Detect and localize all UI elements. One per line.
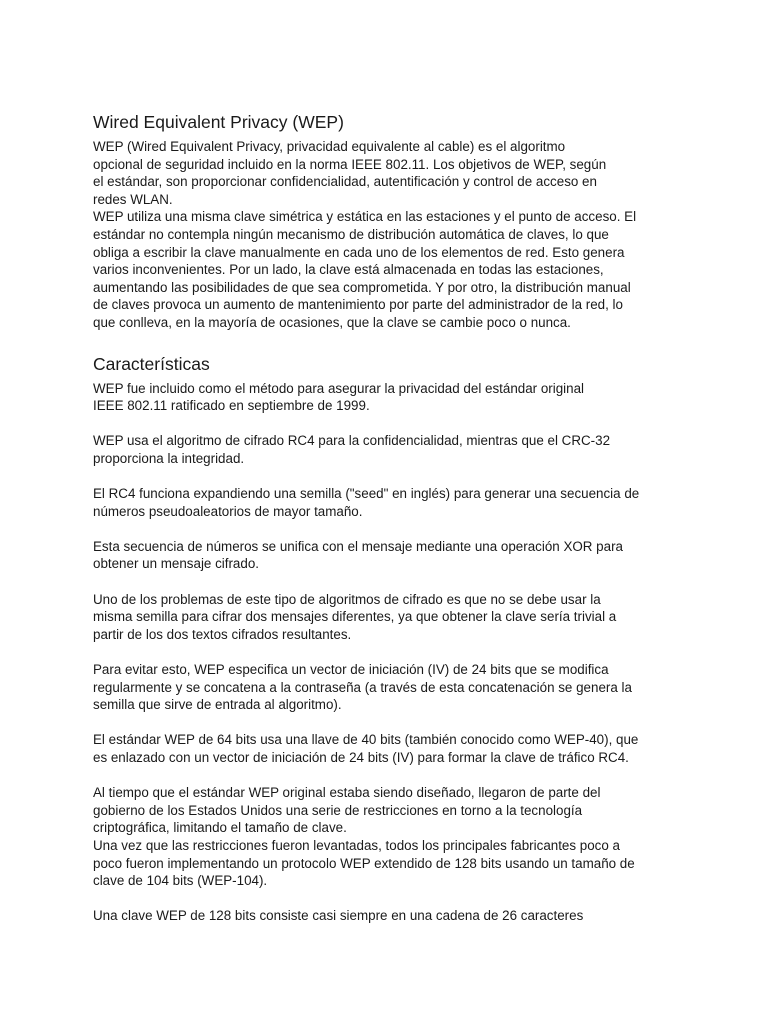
text-line: El RC4 funciona expandiendo una semilla ("seed" en inglés) para generar una secuencia de (93, 486, 640, 502)
text-line: semilla que sirve de entrada al algoritmo). (93, 697, 342, 713)
text-line: números pseudoaleatorios de mayor tamaño. (93, 503, 363, 519)
text-line: regularmente y se concatena a la contraseña (a través de esta concatenación se genera la (93, 679, 632, 695)
text-line: varios inconvenientes. Por un lado, la clave está almacenada en todas las estaciones, (93, 262, 604, 278)
text-line: WEP (Wired Equivalent Privacy, privacidad equivalente al cable) es el algoritmo (93, 139, 566, 154)
paragraph-gap (93, 767, 683, 785)
text-line: estándar no contempla ningún mecanismo de distribución automática de claves, lo que (93, 226, 609, 242)
text-line: Una vez que las restricciones fueron levantadas, todos los principales fabricantes poco a (93, 837, 620, 853)
text-line: WEP usa el algoritmo de cifrado RC4 para la confidencialidad, mientras que el CRC-32 (93, 433, 611, 449)
section-body-wep (93, 138, 683, 332)
text-line: Para evitar esto, WEP especifica un vector de iniciación (IV) de 24 bits que se modifica (93, 662, 609, 678)
text-line: Esta secuencia de números se unifica con el mensaje mediante una operación XOR para (93, 538, 623, 554)
text-line: opcional de seguridad incluido en la norma IEEE 802.11. Los objetivos de WEP, según (93, 156, 607, 172)
paragraph-gap (93, 890, 683, 908)
section-heading-wep: Wired Equivalent Privacy (WEP) (93, 112, 344, 132)
text-line: aumentando las posibilidades de que sea comprometida. Y por otro, la distribución manual (93, 279, 631, 295)
text-line: poco fueron implementando un protocolo WEP extendido de 128 bits usando un tamaño de (93, 855, 635, 871)
text-line: es enlazado con un vector de iniciación de 24 bits (IV) para formar la clave de tráfico RC4. (93, 750, 629, 765)
paragraph-gap (93, 643, 683, 661)
paragraph-gap (93, 714, 683, 732)
text-line: Al tiempo que el estándar WEP original estaba siendo diseñado, llegaron de parte del (93, 785, 601, 801)
text-line: WEP utiliza una misma clave simétrica y estática en las estaciones y el punto de acceso. El (93, 209, 637, 225)
text-line: obliga a escribir la clave manualmente en cada uno de los elementos de red. Esto genera (93, 244, 625, 260)
text-line: proporciona la integridad. (93, 450, 245, 466)
text-line: IEEE 802.11 ratificado en septiembre de 1999. (93, 398, 370, 414)
text-line: el estándar, son proporcionar confidencialidad, autentificación y control de acceso en (93, 174, 597, 190)
paragraph-gap (93, 573, 683, 591)
text-line: que conlleva, en la mayoría de ocasiones, que la clave se cambie poco o nunca. (93, 314, 571, 330)
paragraph-gap (93, 520, 683, 538)
text-line: clave de 104 bits (WEP-104). (93, 873, 268, 889)
text-line: El estándar WEP de 64 bits usa una llave de 40 bits (también conocido como WEP-40), que (93, 732, 639, 748)
text-line: criptográfica, limitando el tamaño de clave. (93, 820, 347, 836)
text-line: Una clave WEP de 128 bits consiste casi siempre en una cadena de 26 caracteres (93, 908, 584, 924)
text-line: misma semilla para cifrar dos mensajes diferentes, ya que obtener la clave sería trivial a (93, 609, 617, 625)
text-line: Uno de los problemas de este tipo de algoritmos de cifrado es que no se debe usar la (93, 591, 601, 607)
text-line: de claves provoca un aumento de mantenimiento por parte del administrador de la red, lo (93, 297, 623, 313)
text-line: gobierno de los Estados Unidos una serie de restricciones en torno a la tecnología (93, 802, 583, 818)
text-line: WEP fue incluido como el método para asegurar la privacidad del estándar original (93, 380, 585, 396)
text-line: obtener un mensaje cifrado. (93, 556, 259, 572)
section-body-caracteristicas (93, 380, 683, 925)
paragraph-gap (93, 415, 683, 433)
text-line: redes WLAN. (93, 191, 173, 207)
section-heading-caracteristicas: Características (93, 353, 210, 374)
text-line: partir de los dos textos cifrados resultantes. (93, 626, 352, 642)
paragraph-gap (93, 468, 683, 486)
document-page (93, 110, 683, 925)
